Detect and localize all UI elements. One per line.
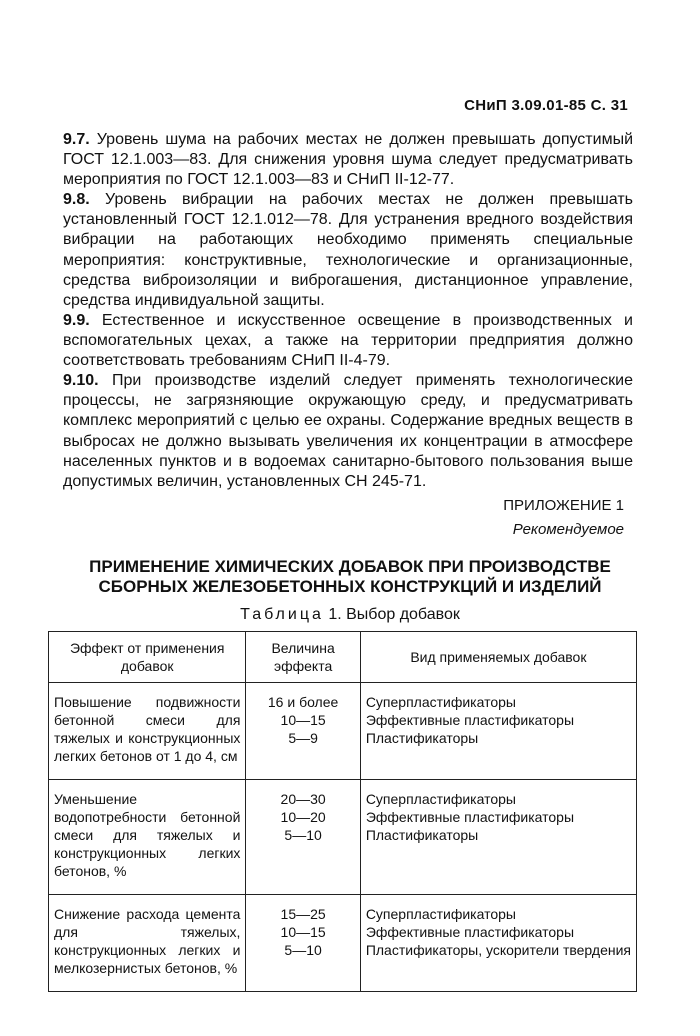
additives-cell [360,895,636,992]
additive-name: Суперпластификаторы [365,694,516,710]
appendix-label: ПРИЛОЖЕНИЕ 1 [503,497,624,514]
additive-name: Пластификаторы [365,730,479,746]
magnitude-value: 20—30 [280,791,326,807]
magnitude-value: 16 и более [267,694,339,710]
magnitude-value: 5—10 [284,942,322,958]
paragraph-number: 9.7. [63,131,90,148]
column-header-magnitude: Величина эффекта [246,632,360,683]
paragraph-number: 9.8. [63,191,90,208]
page-header: СНиП 3.09.01-85 С. 31 [464,97,628,114]
additives-cell [360,780,636,895]
effect-cell: Уменьшение водопотребности бетонной смеси для тяжелых и конструкционных легких бетонов, % [49,780,246,895]
magnitude-value: 10—15 [280,924,326,940]
magnitude-cell [246,895,360,992]
paragraph-text: При производстве изделий следует применять технологические процессы, не загрязняющие окружающую среду, и предусматривать комплекс мероприятий с целью ее охраны. Содержание вредных веществ в выбросах не должно вызывать увеличения их концентрации в атмосфере населенных пунктов и в водоемах санитарно-бытового пользования выше допустимых величин, установленных СН 245-71. [63,372,633,491]
paragraph-9-7 [63,130,633,191]
paragraph-text: Уровень вибрации на рабочих местах не должен превышать установленный ГОСТ 12.1.012—78. Для устранения вредного воздействия вибрации на работающих необходимо применять специальные мероприятия: конструктивные, технологические и организационные, средства виброизоляции и виброгашения, дистанционное управление, средства индивидуальной защиты. [63,191,633,310]
additive-name: Эффективные пластификаторы [365,712,575,728]
additive-name: Суперпластификаторы [365,906,516,922]
table-caption-rest: 1. Выбор добавок [328,606,460,623]
paragraph-9-8 [63,190,633,311]
effect-cell: Снижение расхода цемента для тяжелых, конструкционных легких и мелкозернистых бетонов, % [49,895,246,992]
magnitude-value: 5—10 [284,827,322,843]
table-caption [0,606,700,624]
additive-name: Пластификаторы [365,827,479,843]
appendix-title-line: СБОРНЫХ ЖЕЛЕЗОБЕТОННЫХ КОНСТРУКЦИЙ И ИЗДЕЛИЙ [98,577,602,596]
table-row [49,780,637,895]
table-row [49,895,637,992]
additives-table [48,631,637,992]
additives-cell [360,683,636,780]
column-header-additives: Вид применяемых добавок [360,632,636,683]
magnitude-cell [246,683,360,780]
magnitude-value: 15—25 [280,906,326,922]
additive-name: Пластификаторы, ускорители твердения [365,942,631,958]
magnitude-value: 10—15 [280,712,326,728]
paragraph-text: Естественное и искусственное освещение в производственных и вспомогательных цехах, а также на территории предприятия должно соответствовать требованиям СНиП II-4-79. [63,312,633,370]
magnitude-value: 5—9 [288,730,318,746]
appendix-title-line: ПРИМЕНЕНИЕ ХИМИЧЕСКИХ ДОБАВОК ПРИ ПРОИЗВОДСТВЕ [89,557,611,576]
magnitude-cell [246,780,360,895]
paragraph-9-10 [63,371,633,492]
appendix-status: Рекомендуемое [512,521,624,538]
magnitude-value: 10—20 [280,809,326,825]
paragraph-text: Уровень шума на рабочих местах не должен превышать допустимый ГОСТ 12.1.003—83. Для снижения уровня шума следует предусматривать мероприятия по ГОСТ 12.1.003—83 и СНиП II-12-77. [63,131,634,189]
additive-name: Эффективные пластификаторы [365,809,575,825]
appendix-title [40,557,660,597]
paragraph-number: 9.10. [63,372,99,389]
paragraph-9-9 [63,311,633,372]
table-caption-word: Таблица [240,606,324,623]
table-row [49,683,637,780]
column-header-effect: Эффект от применения добавок [49,632,246,683]
additive-name: Суперпластификаторы [365,791,516,807]
table-header-row [49,632,637,683]
additive-name: Эффективные пластификаторы [365,924,575,940]
effect-cell: Повышение подвижности бетонной смеси для тяжелых и конструкционных легких бетонов от 1 до 4, см [49,683,246,780]
paragraph-number: 9.9. [63,312,90,329]
